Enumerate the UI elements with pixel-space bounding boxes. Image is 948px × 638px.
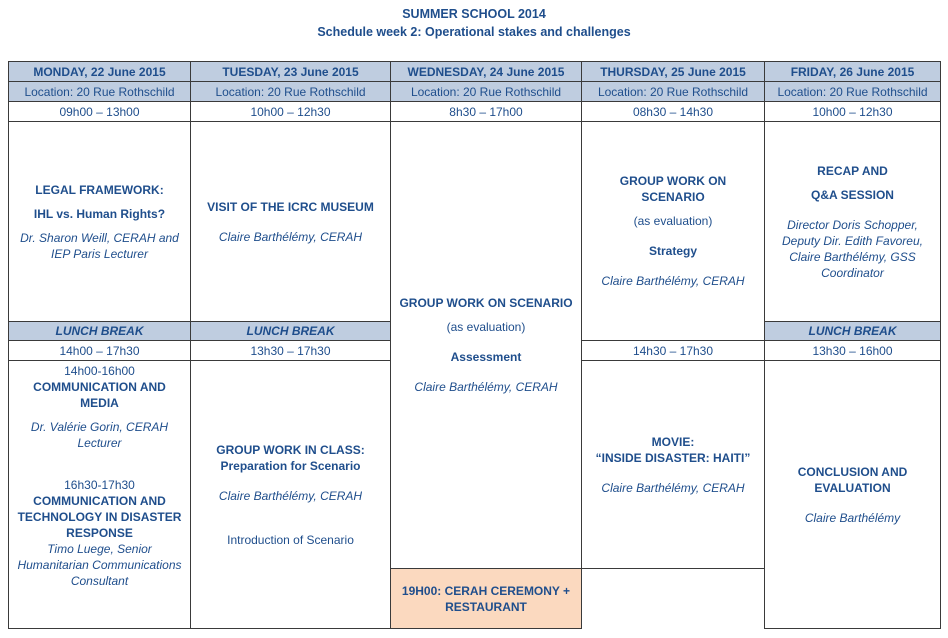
wednesday-session xyxy=(391,122,582,569)
tuesday-pm-note: Introduction of Scenario xyxy=(227,532,354,547)
monday-s2-speaker: Timo Luege, Senior Humanitarian Communications Consultant xyxy=(17,542,182,588)
thursday-pm-speaker: Claire Barthélémy, CERAH xyxy=(601,480,745,495)
time-monday-am: 09h00 – 13h00 xyxy=(9,102,191,122)
tuesday-am-speaker: Claire Barthélémy, CERAH xyxy=(218,229,363,244)
thursday-evening-ceremony: 19H00: CERAH CEREMONY + RESTAURANT xyxy=(391,569,582,629)
thursday-morning-session xyxy=(582,122,765,341)
day-header-monday: MONDAY, 22 June 2015 xyxy=(9,62,191,82)
friday-pm-speaker: Claire Barthélémy xyxy=(804,510,901,525)
wednesday-title: GROUP WORK ON SCENARIO xyxy=(399,296,573,310)
monday-s2-time: 16h30-17h30 xyxy=(64,478,135,492)
friday-am-title1: RECAP AND xyxy=(817,163,888,178)
thursday-am-title: GROUP WORK ON SCENARIO xyxy=(619,174,727,204)
lunch-friday: LUNCH BREAK xyxy=(765,322,941,341)
thursday-pm-title: MOVIE: xyxy=(651,434,695,449)
day-header-friday: FRIDAY, 26 June 2015 xyxy=(765,62,941,82)
friday-morning-session xyxy=(765,122,941,322)
location-wednesday: Location: 20 Rue Rothschild xyxy=(391,82,582,102)
time-wednesday: 8h30 – 17h00 xyxy=(391,102,582,122)
lunch-tuesday: LUNCH BREAK xyxy=(191,322,391,341)
time-thursday-pm: 14h30 – 17h30 xyxy=(582,341,765,361)
wednesday-note: (as evaluation) xyxy=(446,320,526,334)
location-monday: Location: 20 Rue Rothschild xyxy=(9,82,191,102)
friday-am-speakers: Director Doris Schopper, Deputy Dir. Edith Favoreu, Claire Barthélémy, GSS Coordinator xyxy=(782,217,923,280)
monday-s1-title: COMMUNICATION AND MEDIA xyxy=(33,380,166,410)
time-friday-pm: 13h30 – 16h00 xyxy=(765,341,941,361)
day-header-wednesday: WEDNESDAY, 24 June 2015 xyxy=(391,62,582,82)
day-header-tuesday: TUESDAY, 23 June 2015 xyxy=(191,62,391,82)
monday-am-speaker: Dr. Sharon Weill, CERAH and IEP Paris Lecturer xyxy=(20,230,179,261)
thursday-am-note: (as evaluation) xyxy=(633,214,713,228)
location-tuesday: Location: 20 Rue Rothschild xyxy=(191,82,391,102)
thursday-am-topic: Strategy xyxy=(648,244,698,258)
monday-s1-time: 14h00-16h00 xyxy=(64,364,135,378)
tuesday-pm-speaker: Claire Barthélémy, CERAH xyxy=(218,488,363,503)
location-row xyxy=(9,82,941,102)
thursday-am-speaker: Claire Barthélémy, CERAH xyxy=(601,274,745,288)
tuesday-pm-title: GROUP WORK IN CLASS: Preparation for Scenario xyxy=(216,442,365,473)
time-tuesday-am: 10h00 – 12h30 xyxy=(191,102,391,122)
monday-am-subtitle: IHL vs. Human Rights? xyxy=(33,206,166,221)
friday-afternoon-session xyxy=(765,361,941,629)
tuesday-afternoon-session xyxy=(191,361,391,629)
monday-afternoon-session xyxy=(9,361,191,629)
time-thursday-am: 08h30 – 14h30 xyxy=(582,102,765,122)
document-subtitle: Schedule week 2: Operational stakes and challenges xyxy=(317,25,631,39)
schedule-table xyxy=(8,61,941,629)
morning-session-row xyxy=(9,122,941,322)
monday-morning-session xyxy=(9,122,191,322)
wednesday-speaker: Claire Barthélémy, CERAH xyxy=(414,380,558,394)
tuesday-morning-session xyxy=(191,122,391,322)
friday-pm-title: CONCLUSION AND EVALUATION xyxy=(797,464,908,495)
thursday-afternoon-session xyxy=(582,361,765,569)
monday-s2-title: COMMUNICATION AND TECHNOLOGY IN DISASTER RESPONSE xyxy=(17,494,182,540)
time-tuesday-pm: 13h30 – 17h30 xyxy=(191,341,391,361)
wednesday-topic: Assessment xyxy=(450,350,522,364)
monday-am-title: LEGAL FRAMEWORK: xyxy=(35,182,164,197)
friday-am-title2: Q&A SESSION xyxy=(811,187,894,202)
time-monday-pm: 14h00 – 17h30 xyxy=(9,341,191,361)
tuesday-am-title: VISIT OF THE ICRC MUSEUM xyxy=(207,199,374,214)
location-friday: Location: 20 Rue Rothschild xyxy=(765,82,941,102)
morning-time-row xyxy=(9,102,941,122)
location-thursday: Location: 20 Rue Rothschild xyxy=(582,82,765,102)
thursday-pm-subtitle: “INSIDE DISASTER: HAITI” xyxy=(595,450,751,465)
lunch-monday: LUNCH BREAK xyxy=(9,322,191,341)
document-title: SUMMER SCHOOL 2014 xyxy=(402,7,546,21)
day-header-row xyxy=(9,62,941,82)
monday-s1-speaker: Dr. Valérie Gorin, CERAH Lecturer xyxy=(30,420,169,450)
day-header-thursday: THURSDAY, 25 June 2015 xyxy=(582,62,765,82)
time-friday-am: 10h00 – 12h30 xyxy=(765,102,941,122)
